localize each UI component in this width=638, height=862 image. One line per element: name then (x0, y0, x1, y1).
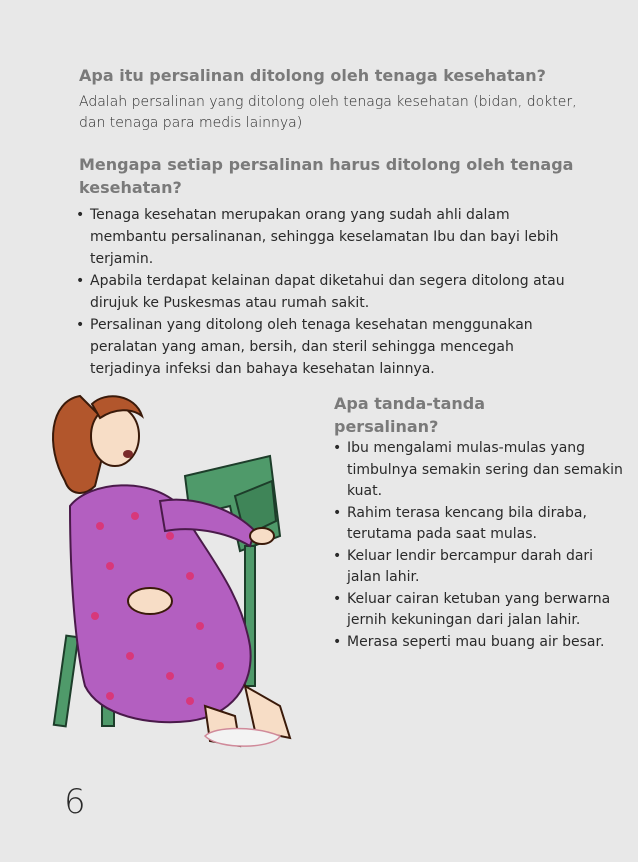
list-item (76, 270, 576, 314)
section-heading-2: Mengapa setiap persalinan harus ditolong oleh tenaga kesehatan? (79, 155, 574, 197)
bullet-icon: • (333, 547, 342, 564)
section-heading-1: Apa itu persalinan ditolong oleh tenaga kesehatan? (79, 66, 546, 85)
list-item (333, 438, 623, 503)
list-item-text: Merasa seperti mau buang air besar. (347, 633, 605, 650)
list-item (333, 589, 623, 632)
list-item (333, 632, 623, 654)
bullet-icon: • (333, 633, 342, 650)
list-item-text: Ibu mengalami mulas-mulas yang timbulnya semakin sering dan semakin kuat. (347, 440, 623, 499)
list-item (333, 546, 623, 589)
bullet-list-2 (76, 204, 576, 380)
list-item-text: Apabila terdapat kelainan dapat diketahui dan segera ditolong atau dirujuk ke Puskesmas atau rumah sakit. (90, 273, 565, 311)
list-item-text: Rahim terasa kencang bila diraba, terutama pada saat mulas. (347, 504, 587, 542)
bullet-icon: • (76, 317, 85, 333)
bullet-list-3 (333, 438, 623, 653)
list-item (333, 503, 623, 546)
bullet-icon: • (76, 207, 85, 223)
bullet-icon: • (333, 440, 342, 456)
list-item-text: Tenaga kesehatan merupakan orang yang sudah ahli dalam membantu persalinanan, sehingga keselamatan Ibu dan bayi lebih terjamin. (90, 207, 559, 267)
bullet-icon: • (333, 590, 342, 607)
bullet-icon: • (76, 273, 85, 289)
section-body-1: Adalah persalinan yang ditolong oleh tenaga kesehatan (bidan, dokter, dan tenaga para medis lainnya) (79, 94, 577, 131)
page-number: 6 (64, 782, 86, 822)
list-item-text: Keluar cairan ketuban yang berwarna jernih kekuningan dari jalan lahir. (347, 590, 611, 628)
list-item (76, 204, 576, 270)
list-item (76, 314, 576, 380)
bullet-icon: • (333, 504, 342, 521)
section-heading-3: Apa tanda-tanda persalinan? (334, 394, 486, 436)
list-item-text: Keluar lendir bercampur darah dari jalan lahir. (347, 547, 594, 585)
list-item-text: Persalinan yang ditolong oleh tenaga kesehatan menggunakan peralatan yang aman, bersih, dan steril sehingga mencegah terjadinya infeksi dan bahaya kesehatan lainnya. (90, 317, 533, 377)
pregnant-woman-illustration (40, 386, 340, 756)
